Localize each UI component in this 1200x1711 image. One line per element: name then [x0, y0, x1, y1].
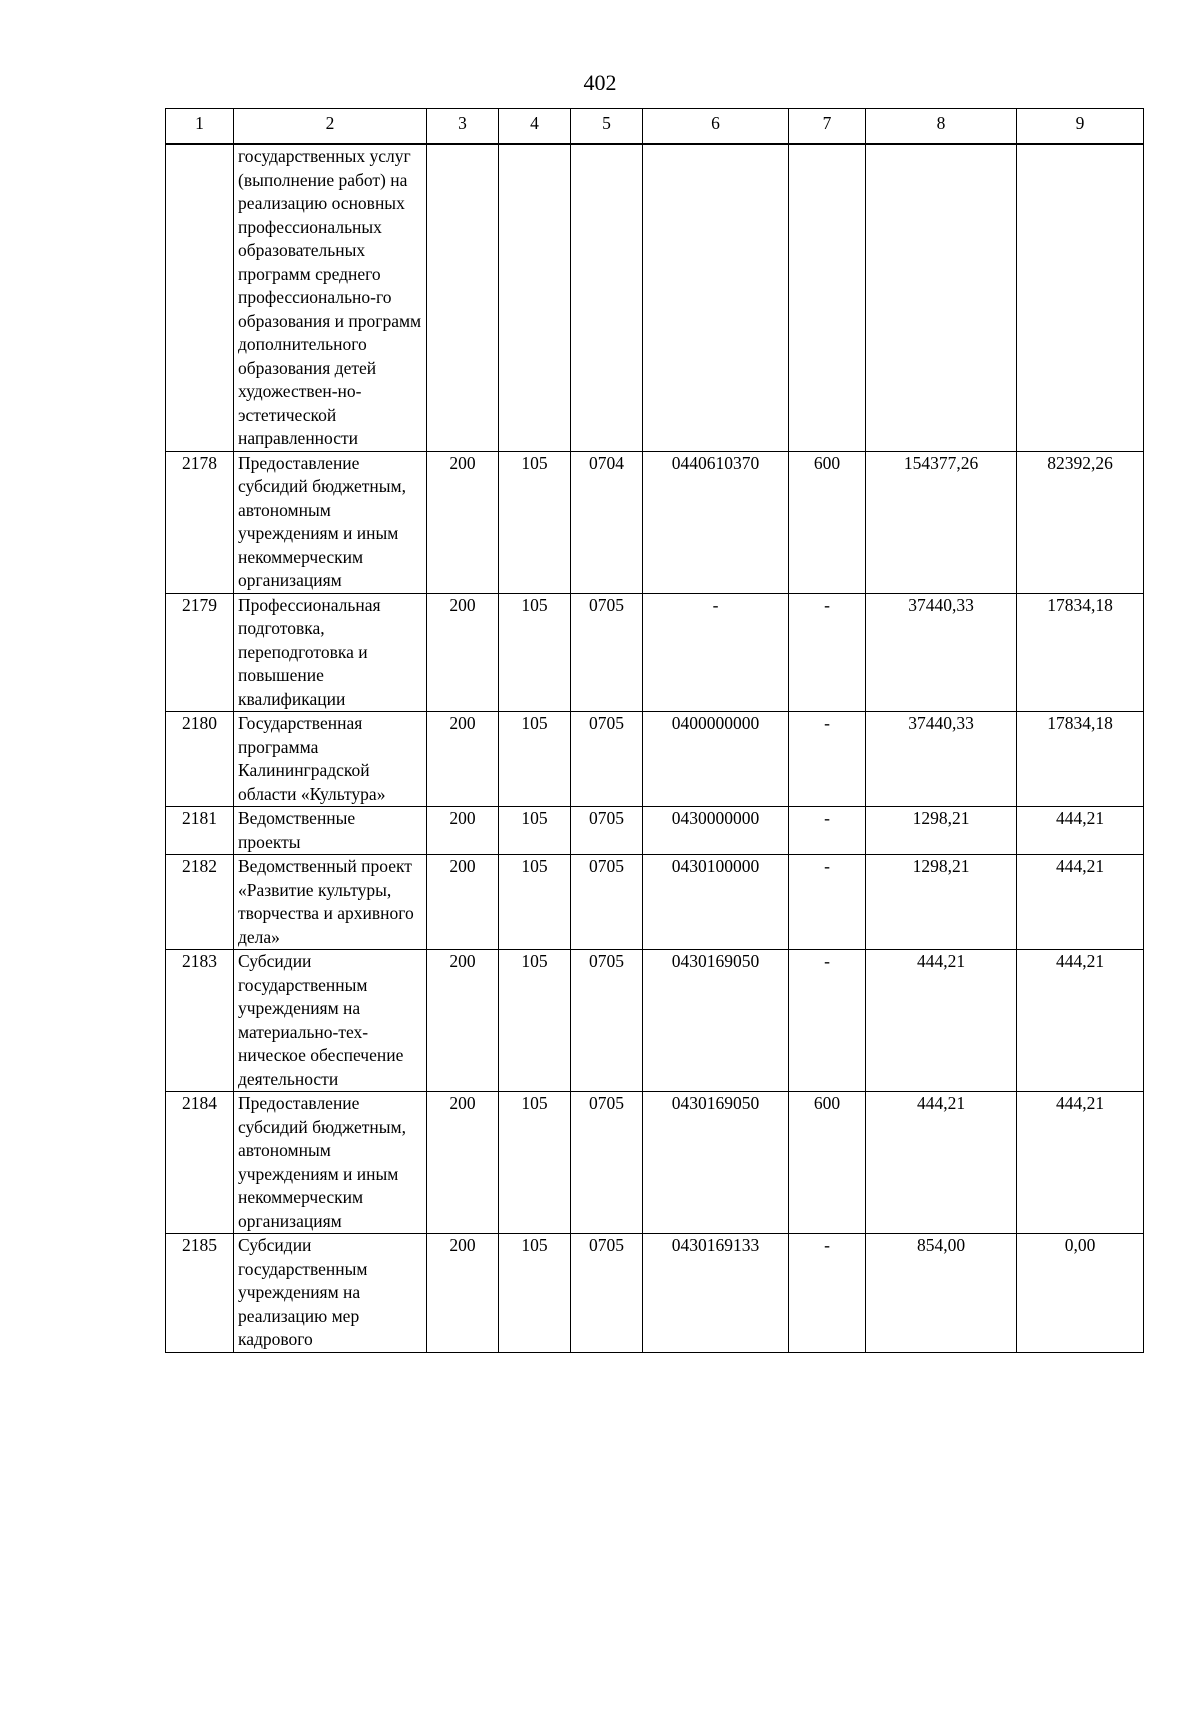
row-description: Профессиональная подготовка, переподготовка и повышение квалификации	[234, 593, 427, 712]
table-row	[166, 712, 1144, 807]
cell-col6: 0440610370	[643, 451, 789, 593]
cell-col7: -	[789, 593, 866, 712]
cell-col3: 200	[427, 807, 499, 855]
table-row	[166, 1092, 1144, 1234]
cell-col6: 0400000000	[643, 712, 789, 807]
row-description: Ведомственные проекты	[234, 807, 427, 855]
cell-col9: 82392,26	[1017, 451, 1144, 593]
cell-col8: 37440,33	[866, 593, 1017, 712]
header-cell-8: 8	[866, 109, 1017, 145]
cell-col4: 105	[499, 1234, 571, 1353]
budget-table	[165, 108, 1144, 1353]
cell-col6: 0430100000	[643, 855, 789, 950]
row-number: 2182	[166, 855, 234, 950]
row-description: Государственная программа Калининградской области «Культура»	[234, 712, 427, 807]
cell-col5: 0705	[571, 1234, 643, 1353]
cell-col3	[427, 144, 499, 451]
header-cell-5: 5	[571, 109, 643, 145]
row-description: Предоставление субсидий бюджетным, автономным учреждениям и иным некоммерческим организациям	[234, 1092, 427, 1234]
cell-col5: 0705	[571, 807, 643, 855]
cell-col9: 444,21	[1017, 855, 1144, 950]
header-cell-2: 2	[234, 109, 427, 145]
cell-col9: 444,21	[1017, 807, 1144, 855]
cell-col7: -	[789, 855, 866, 950]
cell-col3: 200	[427, 451, 499, 593]
header-row	[166, 109, 1144, 145]
table-row	[166, 451, 1144, 593]
row-number: 2179	[166, 593, 234, 712]
cell-col7: -	[789, 807, 866, 855]
row-number: 2181	[166, 807, 234, 855]
row-number: 2183	[166, 950, 234, 1092]
cell-col5: 0705	[571, 950, 643, 1092]
cell-col4: 105	[499, 712, 571, 807]
cell-col8: 154377,26	[866, 451, 1017, 593]
cell-col4: 105	[499, 855, 571, 950]
table-row	[166, 593, 1144, 712]
table-row	[166, 144, 1144, 451]
cell-col9: 17834,18	[1017, 593, 1144, 712]
row-number: 2185	[166, 1234, 234, 1353]
row-description: Предоставление субсидий бюджетным, автономным учреждениям и иным некоммерческим организациям	[234, 451, 427, 593]
cell-col8: 444,21	[866, 950, 1017, 1092]
cell-col3: 200	[427, 855, 499, 950]
cell-col3: 200	[427, 950, 499, 1092]
header-cell-6: 6	[643, 109, 789, 145]
cell-col7: -	[789, 950, 866, 1092]
cell-col8: 37440,33	[866, 712, 1017, 807]
cell-col8: 444,21	[866, 1092, 1017, 1234]
cell-col9: 0,00	[1017, 1234, 1144, 1353]
cell-col4: 105	[499, 807, 571, 855]
row-number	[166, 144, 234, 451]
row-description: Ведомственный проект «Развитие культуры, творчества и архивного дела»	[234, 855, 427, 950]
cell-col5	[571, 144, 643, 451]
cell-col5: 0705	[571, 712, 643, 807]
cell-col3: 200	[427, 593, 499, 712]
row-number: 2178	[166, 451, 234, 593]
table-row	[166, 1234, 1144, 1353]
cell-col6	[643, 144, 789, 451]
header-cell-7: 7	[789, 109, 866, 145]
cell-col3: 200	[427, 712, 499, 807]
cell-col5: 0704	[571, 451, 643, 593]
row-number: 2180	[166, 712, 234, 807]
cell-col4: 105	[499, 593, 571, 712]
cell-col5: 0705	[571, 855, 643, 950]
cell-col7: 600	[789, 1092, 866, 1234]
header-cell-4: 4	[499, 109, 571, 145]
row-description: Субсидии государственным учреждениям на реализацию мер кадрового	[234, 1234, 427, 1353]
page-number: 402	[583, 70, 617, 95]
cell-col3: 200	[427, 1092, 499, 1234]
cell-col9: 444,21	[1017, 950, 1144, 1092]
cell-col7: 600	[789, 451, 866, 593]
cell-col4: 105	[499, 950, 571, 1092]
cell-col4	[499, 144, 571, 451]
row-description: Субсидии государственным учреждениям на материально-тех-ническое обеспечение деятельности	[234, 950, 427, 1092]
cell-col6: 0430169050	[643, 950, 789, 1092]
cell-col6: 0430169133	[643, 1234, 789, 1353]
cell-col5: 0705	[571, 1092, 643, 1234]
cell-col6: -	[643, 593, 789, 712]
cell-col6: 0430000000	[643, 807, 789, 855]
table-body	[166, 144, 1144, 1352]
table-row	[166, 855, 1144, 950]
header-cell-9: 9	[1017, 109, 1144, 145]
header-cell-1: 1	[166, 109, 234, 145]
cell-col7: -	[789, 712, 866, 807]
cell-col9: 17834,18	[1017, 712, 1144, 807]
cell-col4: 105	[499, 451, 571, 593]
header-cell-3: 3	[427, 109, 499, 145]
row-description: государственных услуг (выполнение работ) на реализацию основных профессиональных образовательных программ среднего профессионально-го образования и программ дополнительного образования детей художествен-но-эстетической направленности	[234, 144, 427, 451]
cell-col6: 0430169050	[643, 1092, 789, 1234]
cell-col4: 105	[499, 1092, 571, 1234]
cell-col8: 1298,21	[866, 807, 1017, 855]
cell-col7: -	[789, 1234, 866, 1353]
cell-col9: 444,21	[1017, 1092, 1144, 1234]
row-number: 2184	[166, 1092, 234, 1234]
table-row	[166, 950, 1144, 1092]
cell-col8: 1298,21	[866, 855, 1017, 950]
table-row	[166, 807, 1144, 855]
cell-col8: 854,00	[866, 1234, 1017, 1353]
table-header	[166, 109, 1144, 145]
cell-col8	[866, 144, 1017, 451]
cell-col9	[1017, 144, 1144, 451]
cell-col3: 200	[427, 1234, 499, 1353]
cell-col5: 0705	[571, 593, 643, 712]
cell-col7	[789, 144, 866, 451]
